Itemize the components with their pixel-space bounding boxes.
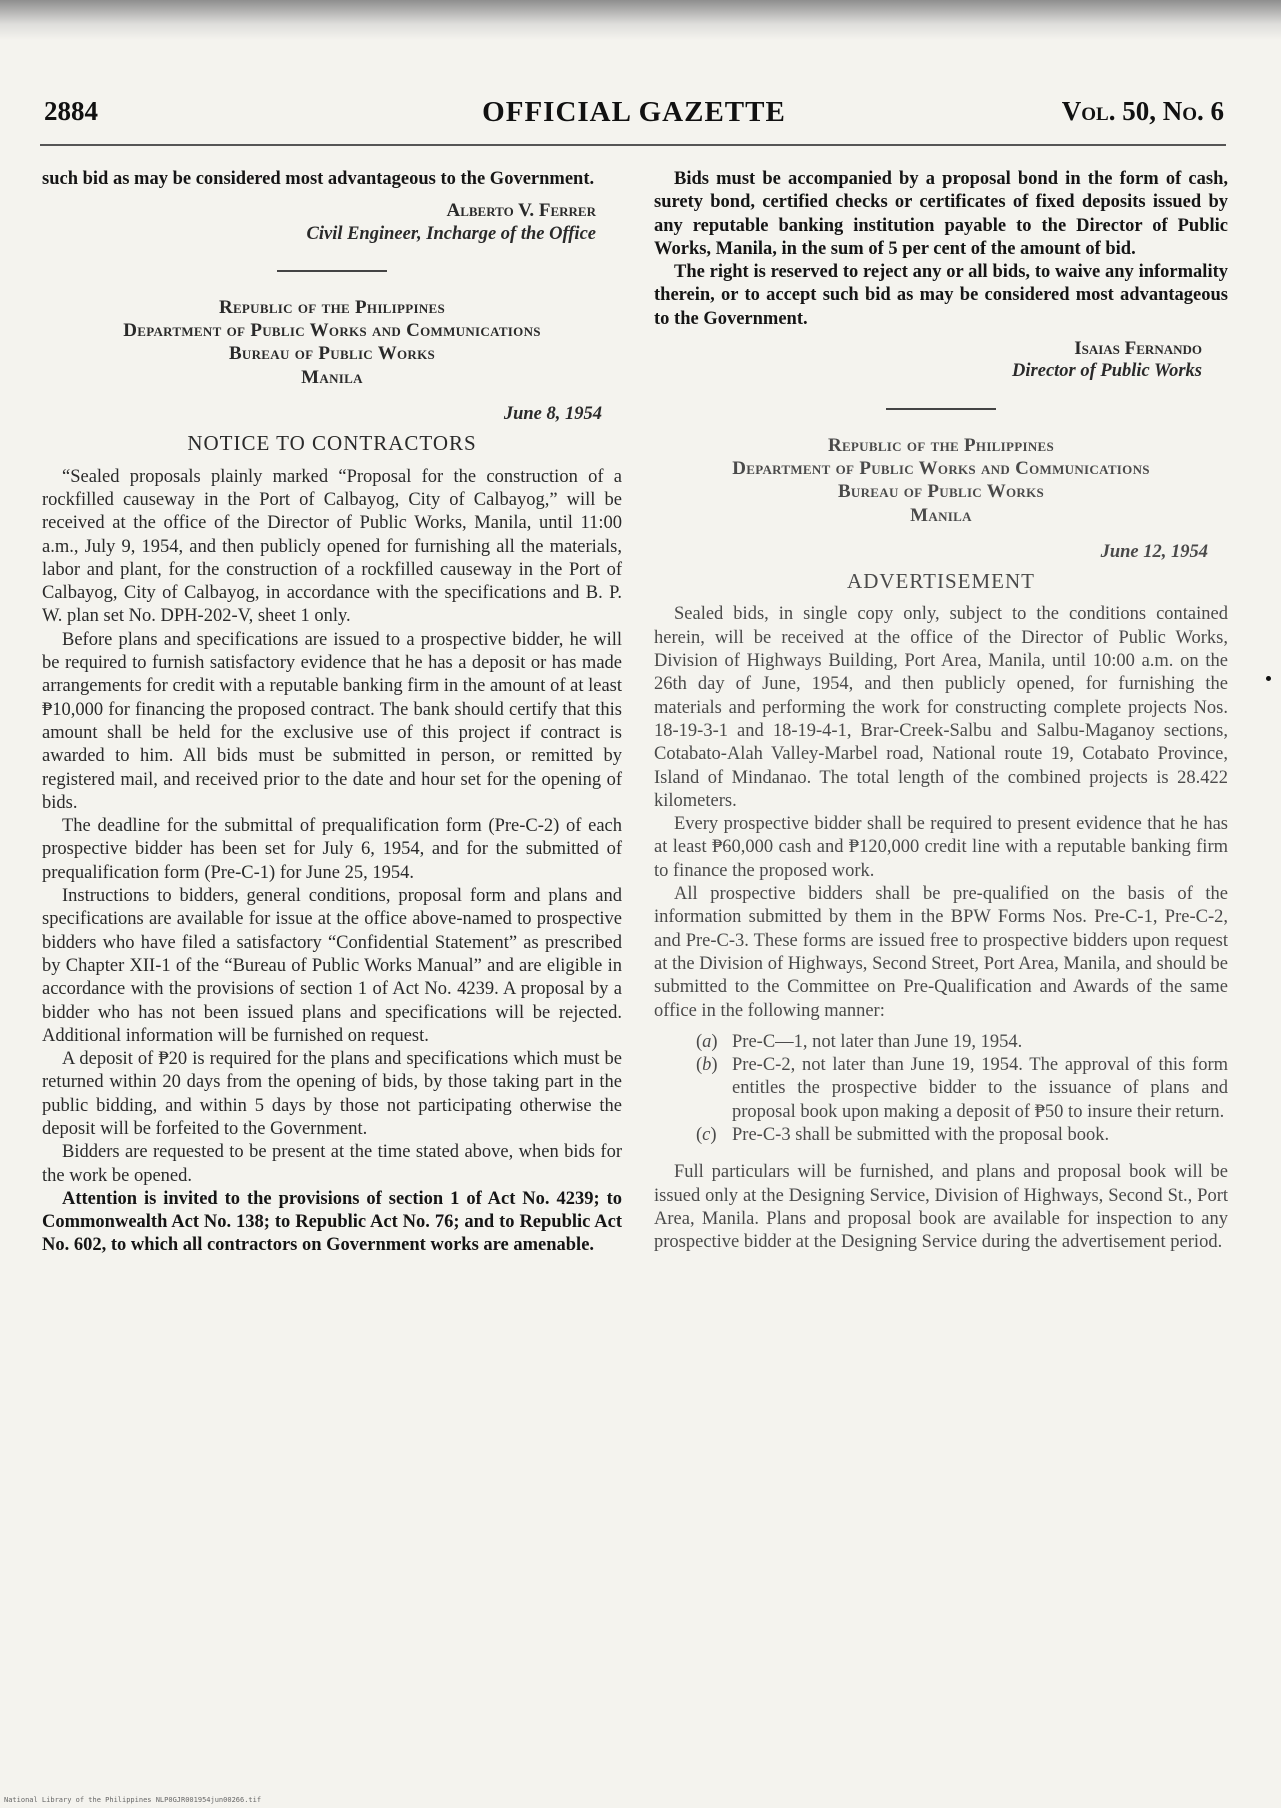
right-column [654, 168, 1228, 1254]
page-number: 2884 [44, 96, 98, 126]
agency-line-2: Department of Public Works and Communications [123, 320, 541, 342]
scan-footer-note: National Library of the Philippines NLP0GJR001954jun00266.tif [4, 1796, 262, 1804]
agency-line-3: Bureau of Public Works [837, 481, 1045, 503]
left-column [42, 168, 622, 1258]
publication-title: OFFICIAL GAZETTE [482, 96, 786, 128]
notice-paragraph: A deposit of ₱20 is required for the plans and specifications which must be returned within 20 days from the opening of bids, by those taking part in the public bidding, and within 5 days by those not participating otherwise the deposit will be forfeited to the Government. [42, 1049, 622, 1139]
notice-paragraph: The deadline for the submittal of prequalification form (Pre-C-2) of each prospective bidder has been set for July 6, 1954, and for the submitted of prequalification form (Pre-C-1) for June 25, 1954. [42, 816, 622, 883]
agency-line-4: Manila [301, 366, 363, 388]
signatory-title: Civil Engineer, Incharge of the Office [306, 223, 596, 244]
advertisement-paragraph: All prospective bidders shall be pre-qualified on the basis of the information submitted by them in the BPW Forms Nos. Pre-C-1, Pre-C-2, and Pre-C-3. These forms are issued free to prospective bidders upon request at the Division of Highways, Second Street, Port Area, Manila, and should be submitted to the Committee on Pre-Qualification and Awards of the same office in the following manner: [654, 884, 1228, 1021]
bond-paragraph: Bids must be accompanied by a proposal bond in the form of cash, surety bond, certified checks or certificates of fixed deposits issued by any reputable banking institution payable to the Director of Public Works, Manila, in the sum of 5 per cent of the amount of bid. [654, 169, 1228, 259]
scan-speck [1266, 676, 1271, 681]
notice-paragraph: Bidders are requested to be present at the time stated above, when bids for the work be opened. [42, 1142, 622, 1186]
signatory-name: Isaias Fernando [1074, 338, 1202, 360]
notice-heading: NOTICE TO CONTRACTORS [187, 431, 477, 456]
notice-date: June 8, 1954 [503, 404, 602, 425]
signature-block-2 [654, 337, 1202, 384]
volume-number: Vol. 50, No. 6 [1061, 96, 1224, 126]
list-item: (b) Pre-C-2, not later than June 19, 1954. The approval of this form entitles the prospective bidder to the issuance of plans and proposal book upon making a deposit of ₱50 to insure their return. [696, 1055, 1228, 1122]
section-divider [886, 408, 996, 410]
submission-list [654, 1031, 1228, 1147]
advertisement-paragraph: Sealed bids, in single copy only, subject to the conditions contained herein, will be received at the office of the Director of Public Works, Division of Highways Building, Port Area, Manila, until 10:00 a.m. on the 26th day of June, 1954, and then publicly opened, for furnishing the materials and performing the work for constructing complete projects Nos. 18-19-3-1 and 18-19-4-1, Brar-Creek-Salbu and Salbu-Maganoy sections, Cotabato-Alah Valley-Marbel road, National route 19, Cotabato Province, Island of Mindanao. The total length of the combined projects is 28.422 kilometers. [654, 604, 1228, 811]
list-item: (c) Pre-C-3 shall be submitted with the proposal book. [696, 1124, 1110, 1145]
agency-line-4: Manila [910, 504, 972, 526]
header-rule [40, 144, 1226, 146]
scan-top-shadow [0, 0, 1281, 40]
agency-line-3: Bureau of Public Works [228, 343, 436, 365]
signature-block-1 [42, 199, 596, 246]
notice-paragraph: Instructions to bidders, general conditions, proposal form and plans and specifications are available for issue at the office above-named to prospective bidders who have filed a satisfactory “Confidential Statement” as prescribed by Chapter XII-1 of the “Bureau of Public Works Manual” and are eligible in accordance with the provisions of section 1 of Act No. 4239. A proposal by a bidder who has not been issued plans and specifications will be rejected. Additional information will be furnished on request. [42, 886, 622, 1046]
signatory-name: Alberto V. Ferrer [446, 200, 596, 222]
agency-line-1: Republic of the Philippines [218, 296, 446, 318]
advertisement-date: June 12, 1954 [1100, 541, 1208, 562]
signatory-title: Director of Public Works [1012, 361, 1202, 382]
notice-paragraph: Before plans and specifications are issued to a prospective bidder, he will be required to furnish satisfactory evidence that he has a deposit or has made arrangements for credit with a reputable banking firm in the amount of at least ₱10,000 for financing the proposed contract. The bank should certify that this amount shall be held for the exclusive use of this project if contract is awarded to him. All bids must be submitted in person, or remitted by registered mail, and received prior to the date and hour set for the opening of bids. [42, 629, 622, 813]
list-item: (a) Pre-C—1, not later than June 19, 1954. [696, 1031, 1023, 1052]
notice-paragraph: Attention is invited to the provisions of section 1 of Act No. 4239; to Commonwealth Act No. 138; to Republic Act No. 76; and to Republic Act No. 602, to which all contractors on Government works are amenable. [42, 1188, 622, 1256]
agency-line-1: Republic of the Philippines [827, 434, 1055, 456]
advertisement-paragraph: Every prospective bidder shall be required to present evidence that he has at least ₱60,000 cash and ₱120,000 credit line with a reputable banking firm to finance the proposed work. [654, 814, 1228, 881]
closing-paragraph: Full particulars will be furnished, and plans and proposal book will be issued only at the Designing Service, Division of Highways, Second St., Port Area, Manila. Plans and proposal book are available for inspection to any prospective bidder at the Designing Service during the advertisement period. [654, 1162, 1228, 1253]
rights-paragraph: The right is reserved to reject any or all bids, to waive any informality therein, or to accept such bid as may be considered most advantageous to the Government. [654, 262, 1228, 329]
advertisement-heading: ADVERTISEMENT [847, 569, 1035, 594]
page-header [44, 96, 1224, 136]
left-intro: such bid as may be considered most advantageous to the Government. [42, 169, 595, 189]
section-divider [277, 270, 387, 272]
notice-paragraph: “Sealed proposals plainly marked “Proposal for the construction of a rockfilled causeway in the Port of Calbayog, City of Calbayog,” will be received at the office of the Director of Public Works, Manila, until 11:00 a.m., July 9, 1954, and then publicly opened for furnishing all the materials, labor and plant, for the construction of a rockfilled causeway in the Port of Calbayog, City of Calbayog, in accordance with the specifications and B. P. W. plan set No. DPH-202-V, sheet 1 only. [42, 466, 622, 627]
agency-line-2: Department of Public Works and Communications [732, 457, 1150, 479]
